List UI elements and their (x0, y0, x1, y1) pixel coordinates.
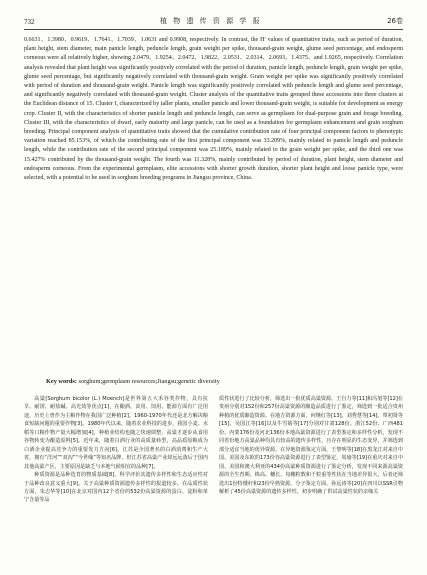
keywords-line (46, 377, 403, 386)
body-paragraph: 种质资源是品种选育的物质基础[8]，科学评价其遗传多样性和生态适应性对于品种改良意义重大[9]。关于高粱种质资源遗传多样性的报道较多。在品质性状方面，朱志华等[10]在北京对国内12个省份的532份高粱资源的蛋白、淀粉和单宁含量等品 (24, 472, 208, 504)
body-text (24, 395, 403, 565)
right-column (219, 395, 403, 565)
keywords-label: Key words: (46, 378, 77, 385)
english-abstract (24, 36, 403, 183)
running-header (24, 12, 403, 30)
volume-label: 26卷 (387, 17, 403, 25)
page-number: 732 (24, 18, 35, 26)
journal-title: 植 物 遗 传 资 源 学 报 (160, 17, 262, 25)
body-paragraph: 高粱[Sorghum bicolor (L.) Moench]是世界第五大禾谷类作物，具有抗旱、耐涝、耐盐碱、高光效等优点[1]，在酿酒、食用、饲用、能源方面有广泛用途，历史上曾作为主粮作物在我国广泛种植[2]。1960-1970年代还是北方解决粮食短缺问题的重要作物[3]。1980年代以来，随着农业科技的进步，我国小麦、水稻等口粮作物产量大幅增加[4]，种植业结构也随之快速调整，高粱才逐步从食用谷物转变为酿造原料[5]。近年来，随着白酒行业的高质量转型，高品质原粮成为白酒企业提高竞争力的重要发力方向[6]。江苏是全国著名的白酒消费和生产大省，拥有“洋河”“双沟”“今世缘”等知名品牌，但江苏省高粱产业却远远落后于国内其他高粱产区，主要原因是缺乏与本地气候相宜的品种[7]。 (24, 396, 208, 470)
body-paragraph: 质性状进行了比较分析，筛选出一批优质高粱资源。王自力等[11]和冯旭等[12]在贵州分别对152份和257份高粱资源的酿造品质进行了鉴定，筛选到一批适合贵州种植的优质酿造资源。在地方资源方面，何继红等[13]、刘秀慧等[14]、覃初贤等[15]、吴国江等[16]以及牛雪婧等[17]分别对甘肃128份、浙江52份、广西481份、内蒙176份及河北136份本地高粱资源进行了表型鉴定和多样性分析，发现不同省份地方高粱品种均具有较高的遗传多样性，且存在明显的生态变异，并筛选到部分适宜当地的优异资源。在异地资源鉴定方面，王黎明等[18]在黑龙江对来自中国、美国及东欧的173份谷高粱资源进行了表型鉴定，周瑜等[19]在重庆对来自中国、美国和澳大利亚的434份高粱种质资源进行了鉴定分析，发现不同来源高粱资源的全生育期、株高、穗长、每穗粒数和千粒重等性状在当地差异很大，后者还筛选出1份特矮秆和23份早熟资源。分子鉴定方面，孙远涛等[20]在四川以SSR引物解析了45份高粱资源的遗传多样性，初步明确了供试高粱性状的亲缘关 (219, 396, 403, 495)
abstract-paragraph: 0.6631、1.3980、0.9619、1.7641、1.7039、1.0631 and 0.9908, respectively. In contrast, the H′ values of quantitative traits, such as period of duration, plant height, stem diameter, main panicle length, peduncle length, grain weight per spike, thousand-grain weight, glume seed percentage, and endosperm corneous were all relatively higher, showing 2.0479、1.9254、2.0472、1.9822、2.0531、2.0314、2.0693、1.4375、and 1.9265, respectively. Correlation analysis revealed that plant height was significantly positively correlated with the period of duration, panicle length, peduncle length, grain weight per spike, glume seed percentage, but significantly negatively correlated with thousand-grain weight. Grain weight per spike was significantly positively correlated with period of duration and thousand-grain weight. Panicle length was significantly positively correlated with peduncle length and glume seed percentage, and significantly negatively correlated with thousand-grain weight. Cluster analysis of the quantitative traits grouped these accessions into three clusters at the Euclidean distance of 15. Cluster I, characterized by taller plants, smaller panicle and lower thousand-grain weight, is suitable for development as energy crop. Cluster II, with the characteristics of shorter panicle length and peduncle length, can serve as germplasm for dual-purpose grain and forage breeding. Cluster III, with the characteristics of dwarf, early maturity and large panicle, can be used as a foundation for germplasm enhancement and grain sorghum breeding. Principal component analysis of quantitative traits showed that the cumulative contribution rate of four principal component factors to phenotypic variation reached 85.153%, of which the contributing rate of the first principal component was 33.209%, mainly related to panicle length and peduncle length, while the contribution rate of the second principal component was 25.189%, mainly related to the grain weight per spike, and the third one was 15.427% contributed by the thousand-grain weight. The fourth was 11.328%, mainly contributed by period of duration, plant height, stem diameter and endosperm corneous. From the experimental germplasm, elite accessions with shorter growth duration, shorter plant height and loose panicle type, were selected, with a potential to be used in sorghum breeding programs in Jiangsu province, China. (24, 37, 403, 182)
keywords-text: sorghum;germplasm resources;Jiangsu;genetic diversity (78, 378, 220, 385)
left-column (24, 395, 208, 565)
